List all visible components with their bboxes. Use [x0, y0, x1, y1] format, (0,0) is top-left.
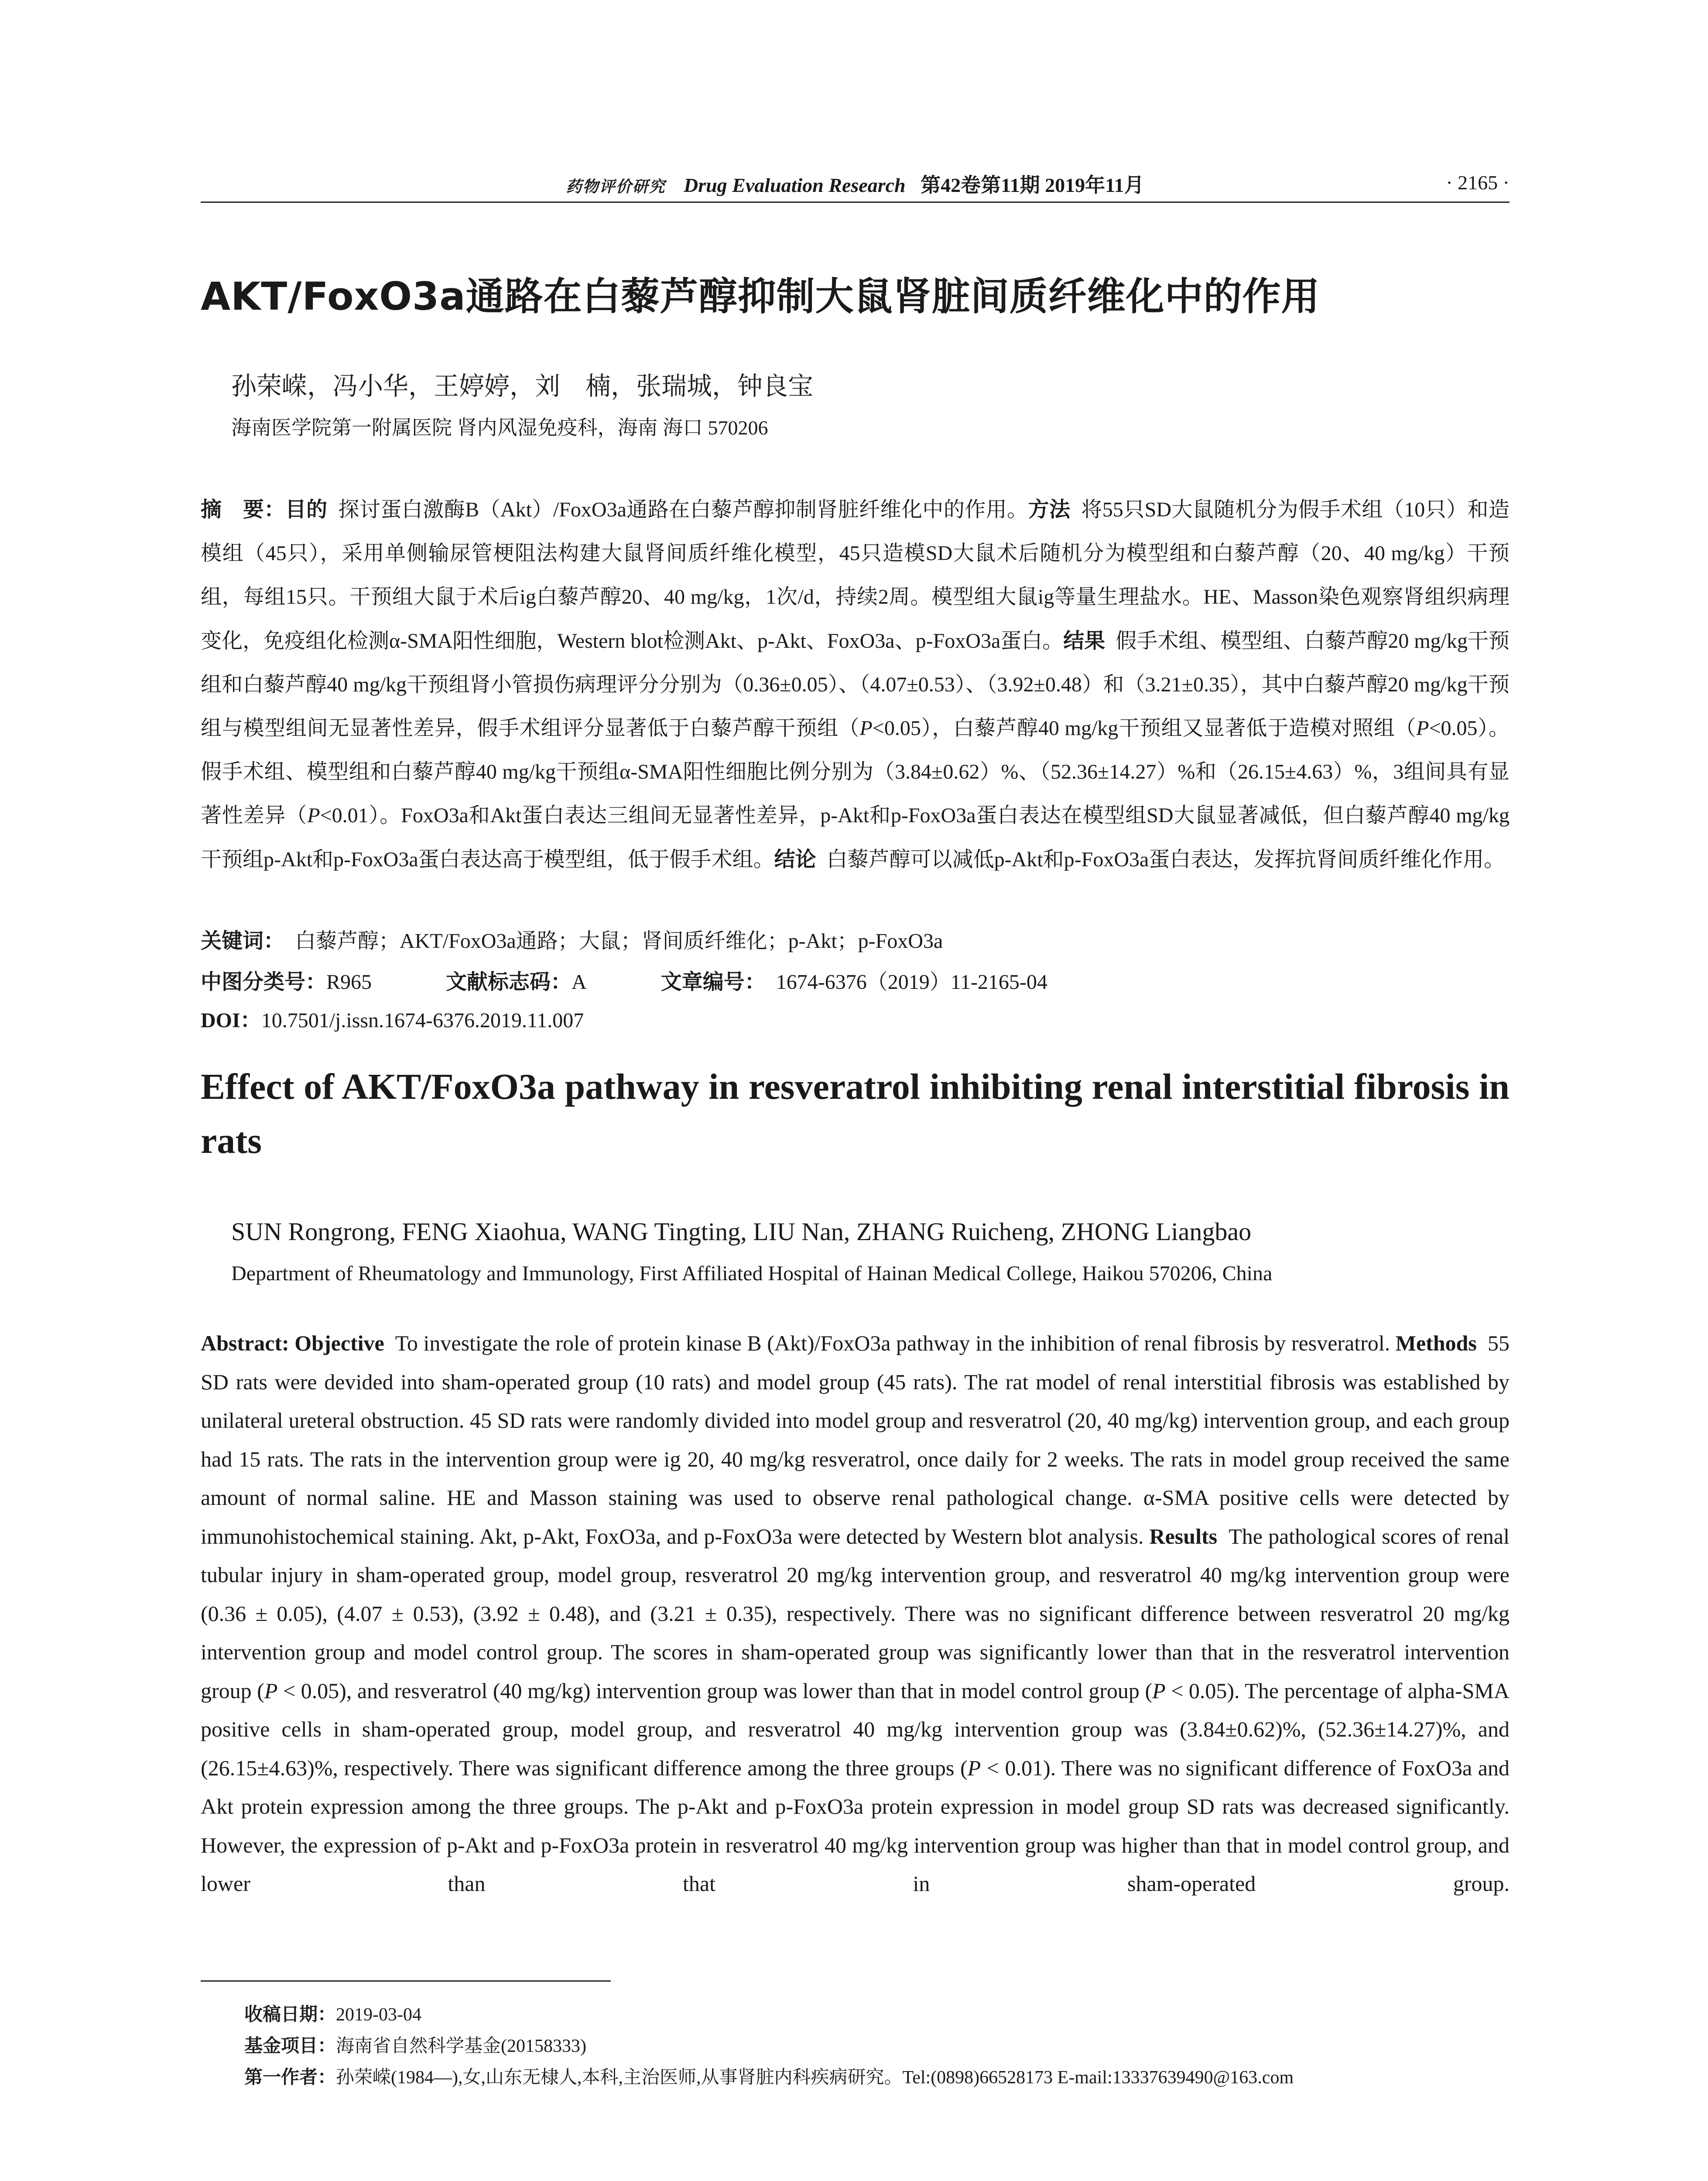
affiliation-en: Department of Rheumatology and Immunology, First Affiliated Hospital of Hainan Medical College, Haikou 570206, China — [231, 1262, 1273, 1285]
doc-code-label: 文献标志码： — [446, 970, 572, 994]
p-symbol: P — [1416, 717, 1429, 740]
objective-cn: 探讨蛋白激酶B（Akt）/FoxO3a通路在白藜芦醇抑制肾脏纤维化中的作用。 — [338, 498, 1028, 521]
article-no-value: 1674-6376（2019）11-2165-04 — [776, 971, 1047, 994]
keywords-cn-label: 关键词： — [201, 929, 285, 953]
running-header — [201, 169, 1509, 200]
keywords-cn — [201, 924, 943, 954]
title-cn: AKT/FoxO3a通路在白藜芦醇抑制大鼠肾脏间质纤维化中的作用 — [201, 274, 1320, 319]
affiliation-cn: 海南医学院第一附属医院 肾内风湿免疫科，海南 海口 570206 — [231, 417, 768, 439]
issue-info: 第42卷第11期 2019年11月 — [921, 174, 1144, 196]
results-en-3: < 0.05). The percentage of alpha-SMA positive cells in sham-operated group, model group, and resveratrol 40 mg/kg intervention group was (3.84±0.62)%, (52.36±14.27)%, and (26.15±4.63)%, respectively. There was significant difference among the three groups ( — [201, 1678, 1509, 1780]
keywords-cn-value: 白藜芦醇；AKT/FoxO3a通路；大鼠；肾间质纤维化；p-Akt；p-FoxO3a — [295, 930, 943, 953]
abstract-cn — [201, 488, 1509, 882]
p-symbol: P — [1152, 1678, 1166, 1703]
footnote-fund: 基金项目：海南省自然科学基金(20158333) — [244, 2035, 586, 2056]
objective-en: To investigate the role of protein kinase B (Akt)/FoxO3a pathway in the inhibition of renal fibrosis by resveratrol. — [395, 1331, 1390, 1355]
methods-en-label: Methods — [1395, 1331, 1477, 1355]
article-no-label: 文章编号： — [661, 970, 766, 994]
clc-value: R965 — [326, 971, 372, 994]
abstract-cn-label: 摘 要： — [201, 497, 285, 522]
conclusion-cn: 白藜芦醇可以减低p-Akt和p-FoxO3a蛋白表达，发挥抗肾间质纤维化作用。 — [826, 848, 1505, 871]
authors-en: SUN Rongrong, FENG Xiaohua, WANG Tingting, LIU Nan, ZHANG Ruicheng, ZHONG Liangbao — [231, 1217, 1252, 1246]
abstract-en — [201, 1324, 1509, 1903]
classification-line — [201, 965, 1047, 995]
p-symbol: P — [967, 1755, 981, 1780]
clc-label: 中图分类号： — [201, 970, 327, 994]
doi-label: DOI： — [201, 1009, 261, 1032]
header-rule — [201, 202, 1509, 203]
page-number: · 2165 · — [1446, 171, 1509, 194]
footnote-rule — [201, 1980, 611, 1982]
authors-cn: 孙荣嵘，冯小华，王婷婷，刘 楠，张瑞城，钟良宝 — [231, 372, 814, 400]
results-en-4: < 0.01). There was no significant difference of FoxO3a and Akt protein expression among the three groups. The p-Akt and p-FoxO3a protein expression in model group SD rats was decreased significantly. However, the expression of p-Akt and p-FoxO3a protein in resveratrol 40 mg/kg intervention group was higher than that in model control group, and lower than that in sham-operated group. — [201, 1755, 1509, 1896]
p-symbol: P — [307, 804, 320, 827]
methods-cn-label: 方法 — [1028, 497, 1071, 522]
results-cn-1: 假手术组、模型组、白藜芦醇20 mg/kg干预组和白藜芦醇40 mg/kg干预组肾小管损伤病理评分分别为（0.36±0.05）、（4.07±0.53）、（3.92±0.48）和（3.21±0.35），其中白藜芦醇20 mg/kg干预组与模型组间无显著性差异，假手术组评分显著低于白藜芦醇干预组（ — [201, 629, 1509, 740]
journal-line — [201, 169, 1509, 198]
footnote-first-author: 第一作者：孙荣嵘(1984—),女,山东无棣人,本科,主治医师,从事肾脏内科疾病研究。Tel:(0898)66528173 E-mail:13337639490@163.com — [244, 2066, 1294, 2088]
results-en-1: The pathological scores of renal tubular injury in sham-operated group, model group, resveratrol 20 mg/kg intervention group, and resveratrol 40 mg/kg intervention group were (0.36 ± 0.05), (4.07 ± 0.53), (3.92 ± 0.48), and (3.21 ± 0.35), respectively. There was no significant difference between resveratrol 20 mg/kg intervention group and model control group. The scores in sham-operated group was significantly lower than that in the resveratrol intervention group ( — [201, 1524, 1510, 1703]
methods-en: 55 SD rats were devided into sham-operated group (10 rats) and model group (45 rats). The rat model of renal interstitial fibrosis was established by unilateral ureteral obstruction. 45 SD rats were randomly divided into model group and resveratrol (20, 40 mg/kg) intervention group, and each group had 15 rats. The rats in the intervention group were ig 20, 40 mg/kg resveratrol, once daily for 2 weeks. The rats in model group received the same amount of normal saline. HE and Masson staining was used to observe renal pathological change. α-SMA positive cells were detected by immunohistochemical staining. Akt, p-Akt, FoxO3a, and p-FoxO3a were detected by Western blot analysis. — [201, 1331, 1510, 1549]
footnote-received: 收稿日期：2019-03-04 — [244, 2003, 421, 2025]
results-cn-label: 结果 — [1063, 629, 1106, 653]
results-cn-4: <0.01）。FoxO3a和Akt蛋白表达三组间无显著性差异，p-Akt和p-FoxO3a蛋白表达在模型组SD大鼠显著减低，但白藜芦醇40 mg/kg干预组p-Akt和p-FoxO3a蛋白表达高于模型组，低于假手术组。 — [201, 804, 1509, 871]
p-symbol: P — [859, 717, 873, 740]
doi-line — [201, 1003, 584, 1033]
results-cn-3: <0.05）。假手术组、模型组和白藜芦醇40 mg/kg干预组α-SMA阳性细胞比例分别为（3.84±0.62）%、（52.36±14.27）%和（26.15±4.63）%，3组间具有显著性差异（ — [201, 717, 1510, 827]
doc-code-value: A — [572, 971, 587, 994]
journal-logo: 药物评价研究 — [566, 178, 666, 195]
doi-value: 10.7501/j.issn.1674-6376.2019.11.007 — [261, 1009, 584, 1032]
objective-cn-label: 目的 — [285, 497, 328, 522]
methods-cn: 将55只SD大鼠随机分为假手术组（10只）和造模组（45只），采用单侧输尿管梗阻法构建大鼠肾间质纤维化模型，45只造模SD大鼠术后随机分为模型组和白藜芦醇（20、40 mg/kg）干预组，每组15只。干预组大鼠于术后ig白藜芦醇20、40 mg/kg，1次/d，持续2周。模型组大鼠ig等量生理盐水。HE、Masson染色观察肾组织病理变化，免疫组化检测α-SMA阳性细胞，Western blot检测Akt、p-Akt、FoxO3a、p-FoxO3a蛋白。 — [201, 498, 1509, 653]
p-symbol: P — [264, 1678, 278, 1703]
journal-name: Drug Evaluation Research — [683, 174, 906, 196]
results-en-2: < 0.05), and resveratrol (40 mg/kg) intervention group was lower than that in model control group ( — [277, 1678, 1153, 1703]
results-cn-2: <0.05），白藜芦醇40 mg/kg干预组又显著低于造模对照组（ — [872, 717, 1417, 740]
results-en-label: Results — [1149, 1524, 1218, 1549]
conclusion-cn-label: 结论 — [774, 847, 816, 872]
title-en: Effect of AKT/FoxO3a pathway in resveratrol inhibiting renal interstitial fibrosis in rats — [201, 1067, 1509, 1161]
objective-en-label: Objective — [294, 1331, 384, 1355]
abstract-en-label: Abstract: — [201, 1331, 289, 1355]
